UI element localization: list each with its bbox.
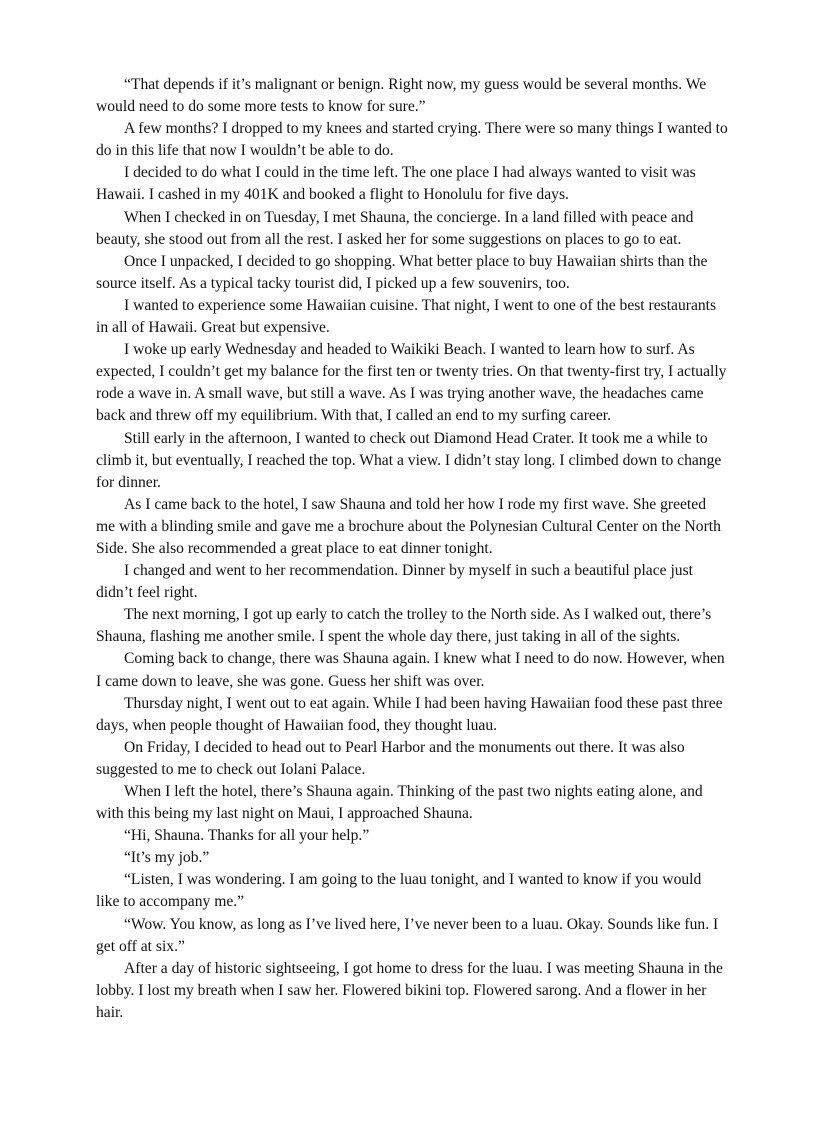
paragraph-11: The next morning, I got up early to catch the trolley to the North side. As I walked out, there’s Shauna, flashing me another smile. I spent the whole day there, just taking in all of the sights. (96, 606, 712, 646)
paragraph-14: On Friday, I decided to head out to Pearl Harbor and the monuments out there. It was also suggested to me to check out Iolani Palace. (96, 738, 685, 778)
paragraph-2: A few months? I dropped to my knees and started crying. There were so many things I wanted to do in this life that now I wouldn’t be able to do. (96, 120, 728, 160)
paragraph-19: “Wow. You know, as long as I’ve lived here, I’ve never been to a luau. Okay. Sounds like fun. I get off at six.” (96, 915, 719, 955)
paragraph-13: Thursday night, I went out to eat again. While I had been having Hawaiian food these past three days, when people thought of Hawaiian food, they thought luau. (96, 694, 723, 734)
paragraph-17: “It’s my job.” (124, 849, 210, 867)
paragraph-15: When I left the hotel, there’s Shauna again. Thinking of the past two nights eating alone, and with this being my last night on Maui, I approached Shauna. (96, 783, 703, 823)
paragraph-3: I decided to do what I could in the time left. The one place I had always wanted to visit was Hawaii. I cashed in my 401K and booked a flight to Honolulu for five days. (96, 164, 696, 204)
paragraph-12: Coming back to change, there was Shauna again. I knew what I need to do now. However, when I came down to leave, she was gone. Guess her shift was over. (96, 650, 725, 690)
paragraph-18: “Listen, I was wondering. I am going to the luau tonight, and I wanted to know if you would like to accompany me.” (96, 871, 702, 911)
paragraph-20: After a day of historic sightseeing, I got home to dress for the luau. I was meeting Shauna in the lobby. I lost my breath when I saw her. Flowered bikini top. Flowered sarong. And a flower in her hair. (96, 959, 723, 1021)
paragraph-10: I changed and went to her recommendation. Dinner by myself in such a beautiful place just didn’t feel right. (96, 562, 693, 602)
paragraph-9: As I came back to the hotel, I saw Shauna and told her how I rode my first wave. She greeted me with a blinding smile and gave me a brochure about the Polynesian Cultural Center on the North Side. She also recommended a great place to eat dinner tonight. (96, 495, 721, 557)
paragraph-16: “Hi, Shauna. Thanks for all your help.” (124, 827, 370, 845)
paragraph-7: I woke up early Wednesday and headed to Waikiki Beach. I wanted to learn how to surf. As expected, I couldn’t get my balance for the first ten or twenty tries. On that twenty-first try, I actually rode a wave in. A small wave, but still a wave. As I was trying another wave, the headaches came back and threw off my equilibrium. With that, I called an end to my surfing career. (96, 341, 727, 425)
paragraph-4: When I checked in on Tuesday, I met Shauna, the concierge. In a land filled with peace and beauty, she stood out from all the rest. I asked her for some suggestions on places to go to eat. (96, 208, 694, 248)
paragraph-6: I wanted to experience some Hawaiian cuisine. That night, I went to one of the best restaurants in all of Hawaii. Great but expensive. (96, 296, 717, 337)
paragraph-5: Once I unpacked, I decided to go shopping. What better place to buy Hawaiian shirts than the source itself. As a typical tacky tourist did, I picked up a few souvenirs, too. (96, 252, 708, 292)
paragraph-8: Still early in the afternoon, I wanted to check out Diamond Head Crater. It took me a while to climb it, but eventually, I reached the top. What a view. I didn’t stay long. I climbed down to change for dinner. (96, 429, 722, 491)
document-page (96, 74, 728, 1024)
paragraph-1: “That depends if it’s malignant or benign. Right now, my guess would be several months. We would need to do some more tests to know for sure.” (96, 76, 707, 116)
